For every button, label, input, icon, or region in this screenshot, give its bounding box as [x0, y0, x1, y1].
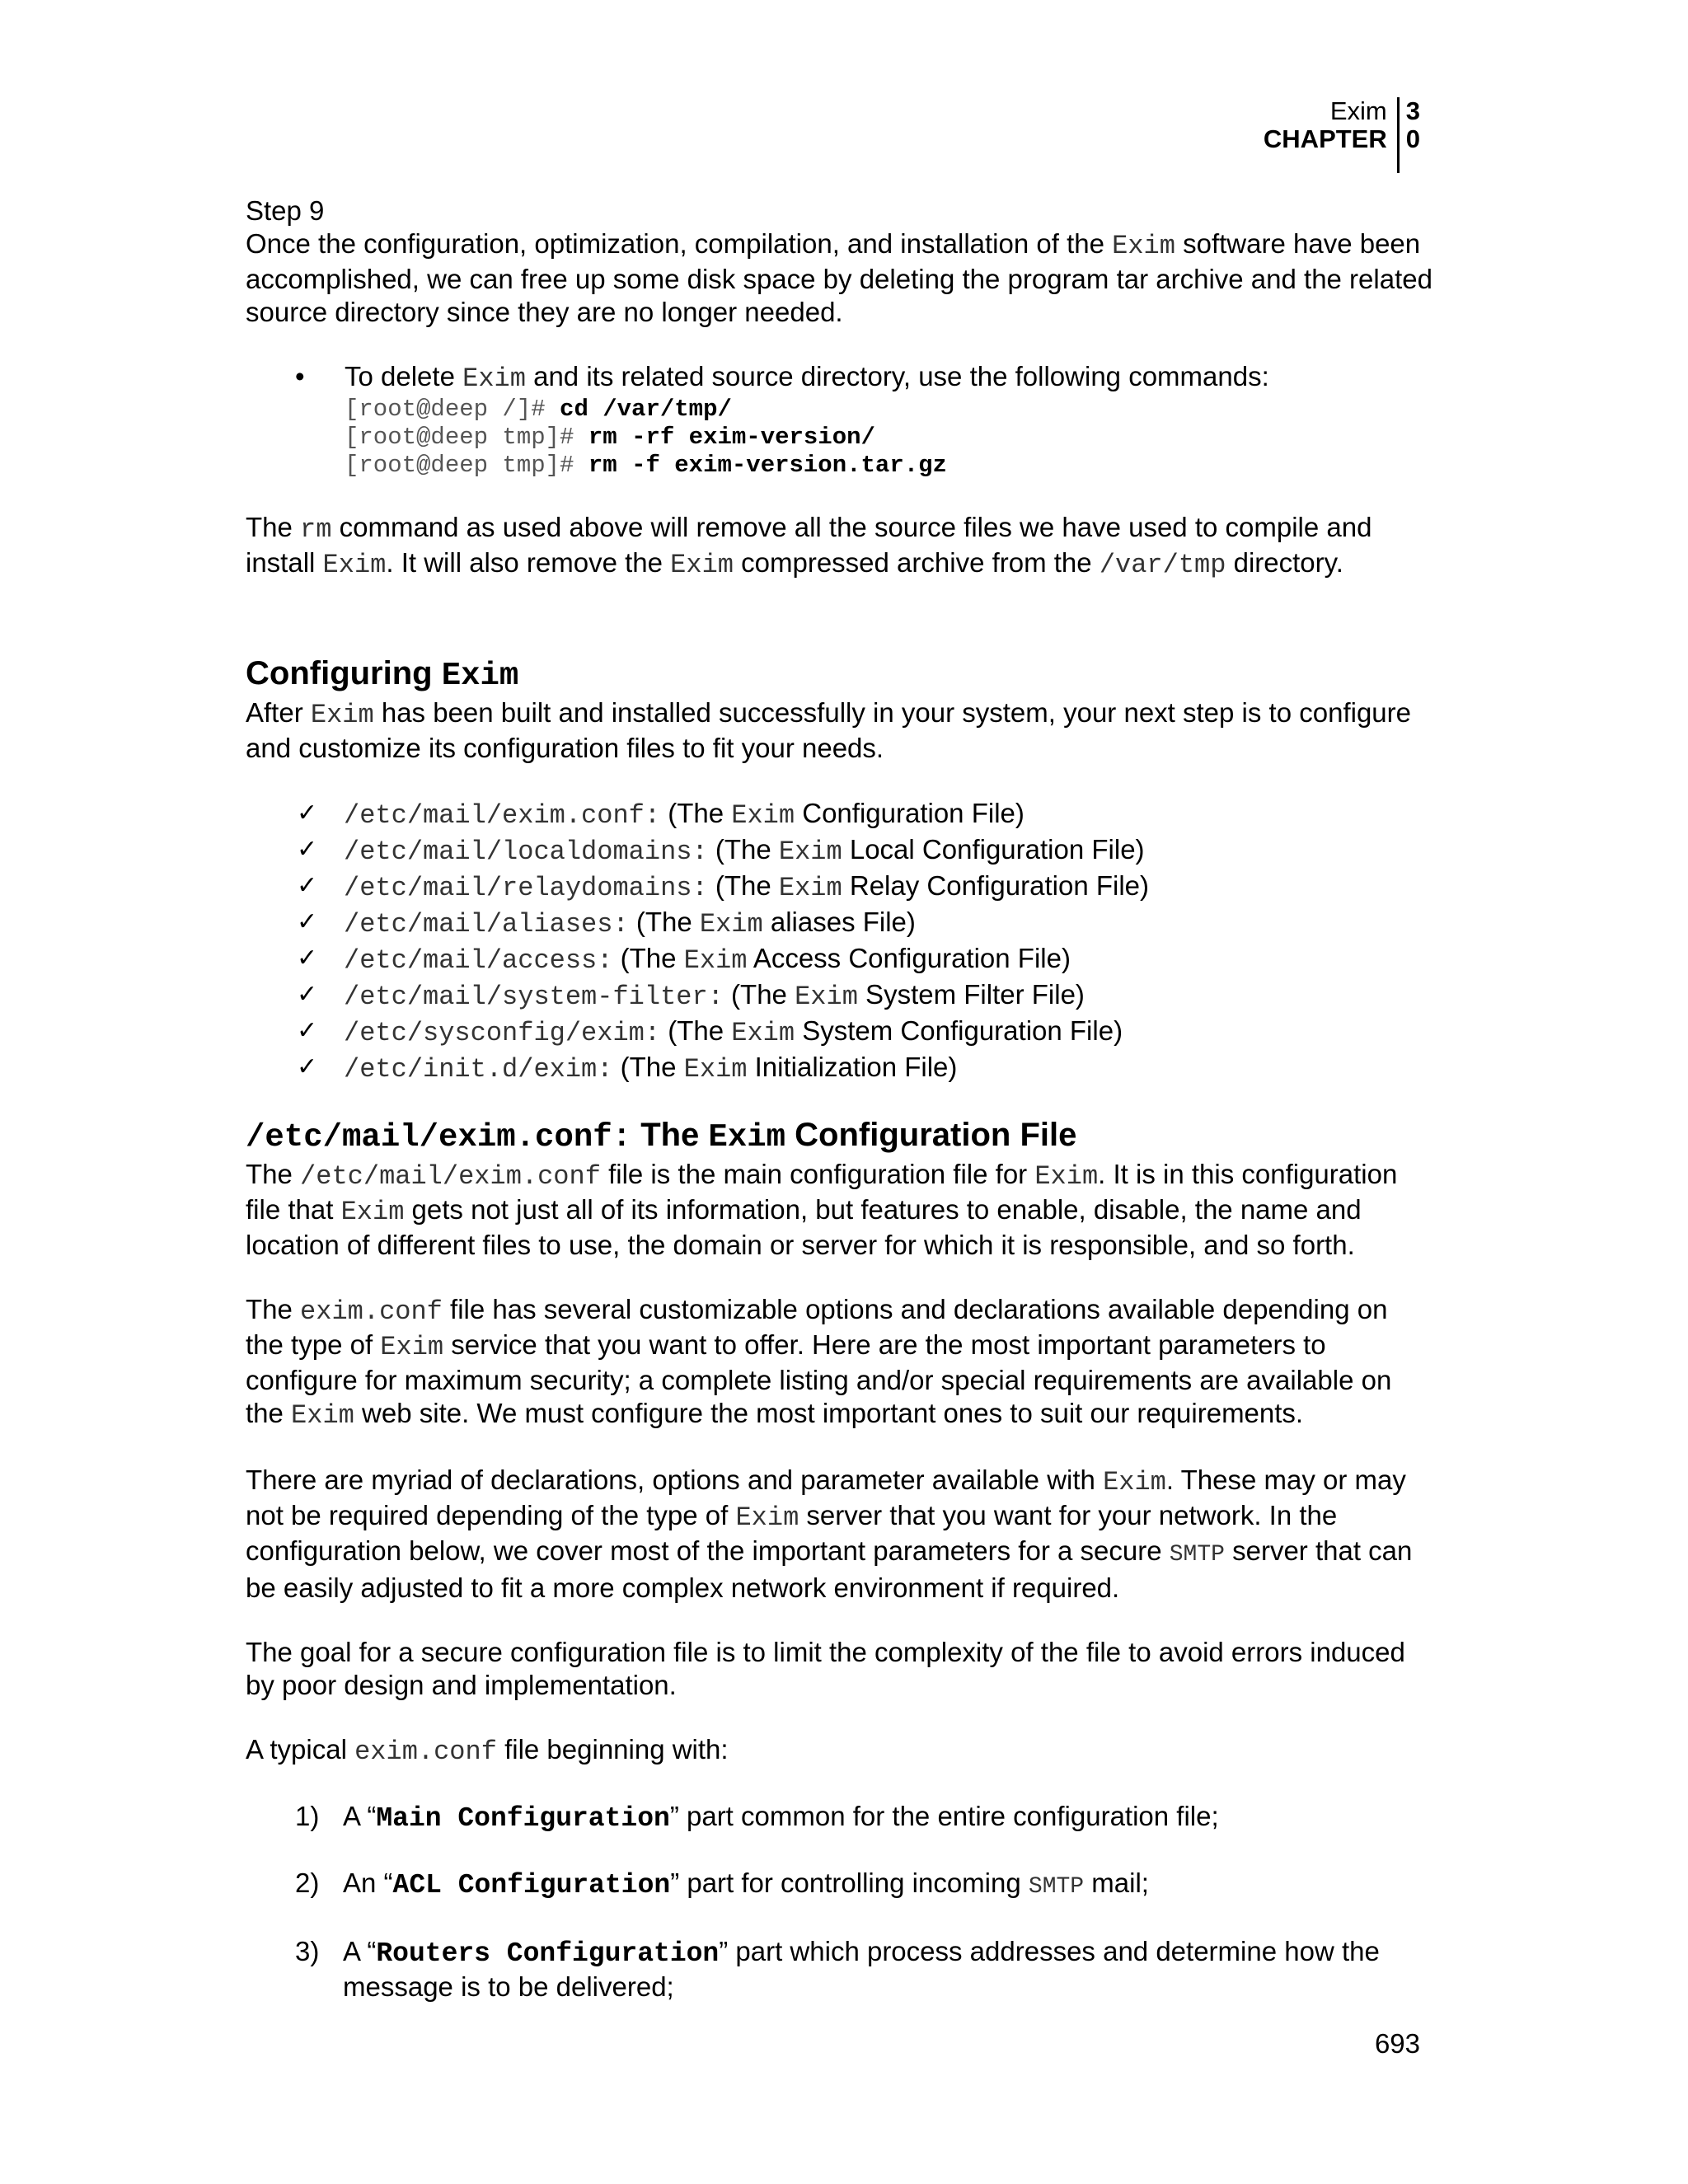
conf-paragraph-3: There are myriad of declarations, options and parameter available with Exim. These may or may not be required depending of the type of Exim server that you want for your network. In the configuration below, we cover most of the important parameters for a secure SMTP server that can be easily adjusted to fit a more complex network environment if required.	[246, 1465, 1413, 1603]
command-line: [root@deep tmp]# rm -f exim-version.tar.gz	[345, 452, 947, 479]
command-line: [root@deep tmp]# rm -rf exim-version/	[345, 424, 875, 451]
conf-paragraph-1: The /etc/mail/exim.conf file is the main configuration file for Exim. It is in this configuration file that Exim gets not just all of its information, but features to enable, disable, the name and location of different files to use, the domain or server for which it is responsible, and so forth.	[246, 1159, 1398, 1260]
configuring-paragraph: After Exim has been built and installed successfully in your system, your next step is to configure and customize its configuration files to fit your needs.	[246, 697, 1411, 763]
page-header	[1264, 97, 1420, 173]
list-item: ✓ /etc/mail/localdomains: (The Exim Local Configuration File)	[297, 834, 1145, 867]
page-number: 693	[1374, 2028, 1420, 2059]
rm-paragraph: The rm command as used above will remove all the source files we have used to compile and install Exim. It will also remove the Exim compressed archive from the /var/tmp directory.	[246, 512, 1372, 580]
conf-paragraph-2: The exim.conf file has several customizable options and declarations available depending on the type of Exim service that you want to offer. Here are the most important parameters to configure for maximum security; a complete listing and/or special requirements are available on the Exim web site. We must configure the most important ones to suit our requirements.	[246, 1294, 1392, 1431]
header-labels	[1264, 97, 1397, 153]
check-icon: ✓	[297, 1052, 318, 1081]
check-icon: ✓	[297, 907, 318, 936]
config-parts-list	[295, 1800, 1432, 2004]
chapter-digit-1: 3	[1405, 96, 1420, 125]
conf-file-heading: /etc/mail/exim.conf: The Exim Configuration File	[246, 1117, 1077, 1155]
step-title: Step 9	[246, 195, 325, 226]
check-icon: ✓	[297, 799, 318, 827]
check-icon: ✓	[297, 944, 318, 972]
list-item: 3) A “Routers Configuration” part which process addresses and determine how the message is to be delivered;	[295, 1936, 1380, 2002]
list-item: ✓ /etc/mail/system-filter: (The Exim System Filter File)	[297, 979, 1085, 1012]
header-chapter-label: CHAPTER	[1263, 124, 1387, 153]
header-chapter-number	[1397, 97, 1420, 173]
header-title: Exim	[1329, 96, 1387, 125]
command-line: [root@deep /]# cd /var/tmp/	[345, 396, 732, 423]
delete-bullet	[246, 360, 1432, 480]
list-item: ✓ /etc/mail/exim.conf: (The Exim Configuration File)	[297, 798, 1025, 831]
conf-paragraph-5: A typical exim.conf file beginning with:	[246, 1734, 729, 1767]
list-item: 2) An “ACL Configuration” part for controlling incoming SMTP mail;	[295, 1868, 1149, 1900]
list-item: ✓ /etc/mail/relaydomains: (The Exim Relay Configuration File)	[297, 870, 1150, 903]
page-content	[246, 194, 1432, 2004]
step-paragraph: Once the configuration, optimization, compilation, and installation of the Exim software have been accomplished, we can free up some disk space by deleting the program tar archive and the related source directory since they are no longer needed.	[246, 228, 1432, 327]
list-item: ✓ /etc/mail/aliases: (The Exim aliases File)	[297, 907, 916, 940]
check-icon: ✓	[297, 980, 318, 1009]
config-file-list	[297, 796, 1432, 1086]
list-item: 1) A “Main Configuration” part common for the entire configuration file;	[295, 1801, 1219, 1834]
bullet-dot: •	[295, 361, 305, 391]
list-item: ✓ /etc/sysconfig/exim: (The Exim System Configuration File)	[297, 1015, 1123, 1048]
check-icon: ✓	[297, 835, 318, 864]
list-item: ✓ /etc/mail/access: (The Exim Access Configuration File)	[297, 943, 1071, 976]
check-icon: ✓	[297, 1016, 318, 1045]
bullet-text: To delete Exim and its related source directory, use the following commands:	[345, 361, 1269, 394]
chapter-digit-2: 0	[1405, 124, 1420, 153]
list-item: ✓ /etc/init.d/exim: (The Exim Initialization File)	[297, 1052, 958, 1085]
configuring-heading: Configuring Exim	[246, 655, 519, 694]
check-icon: ✓	[297, 871, 318, 900]
conf-paragraph-4: The goal for a secure configuration file is to limit the complexity of the file to avoid errors induced by poor design and implementation.	[246, 1637, 1405, 1700]
